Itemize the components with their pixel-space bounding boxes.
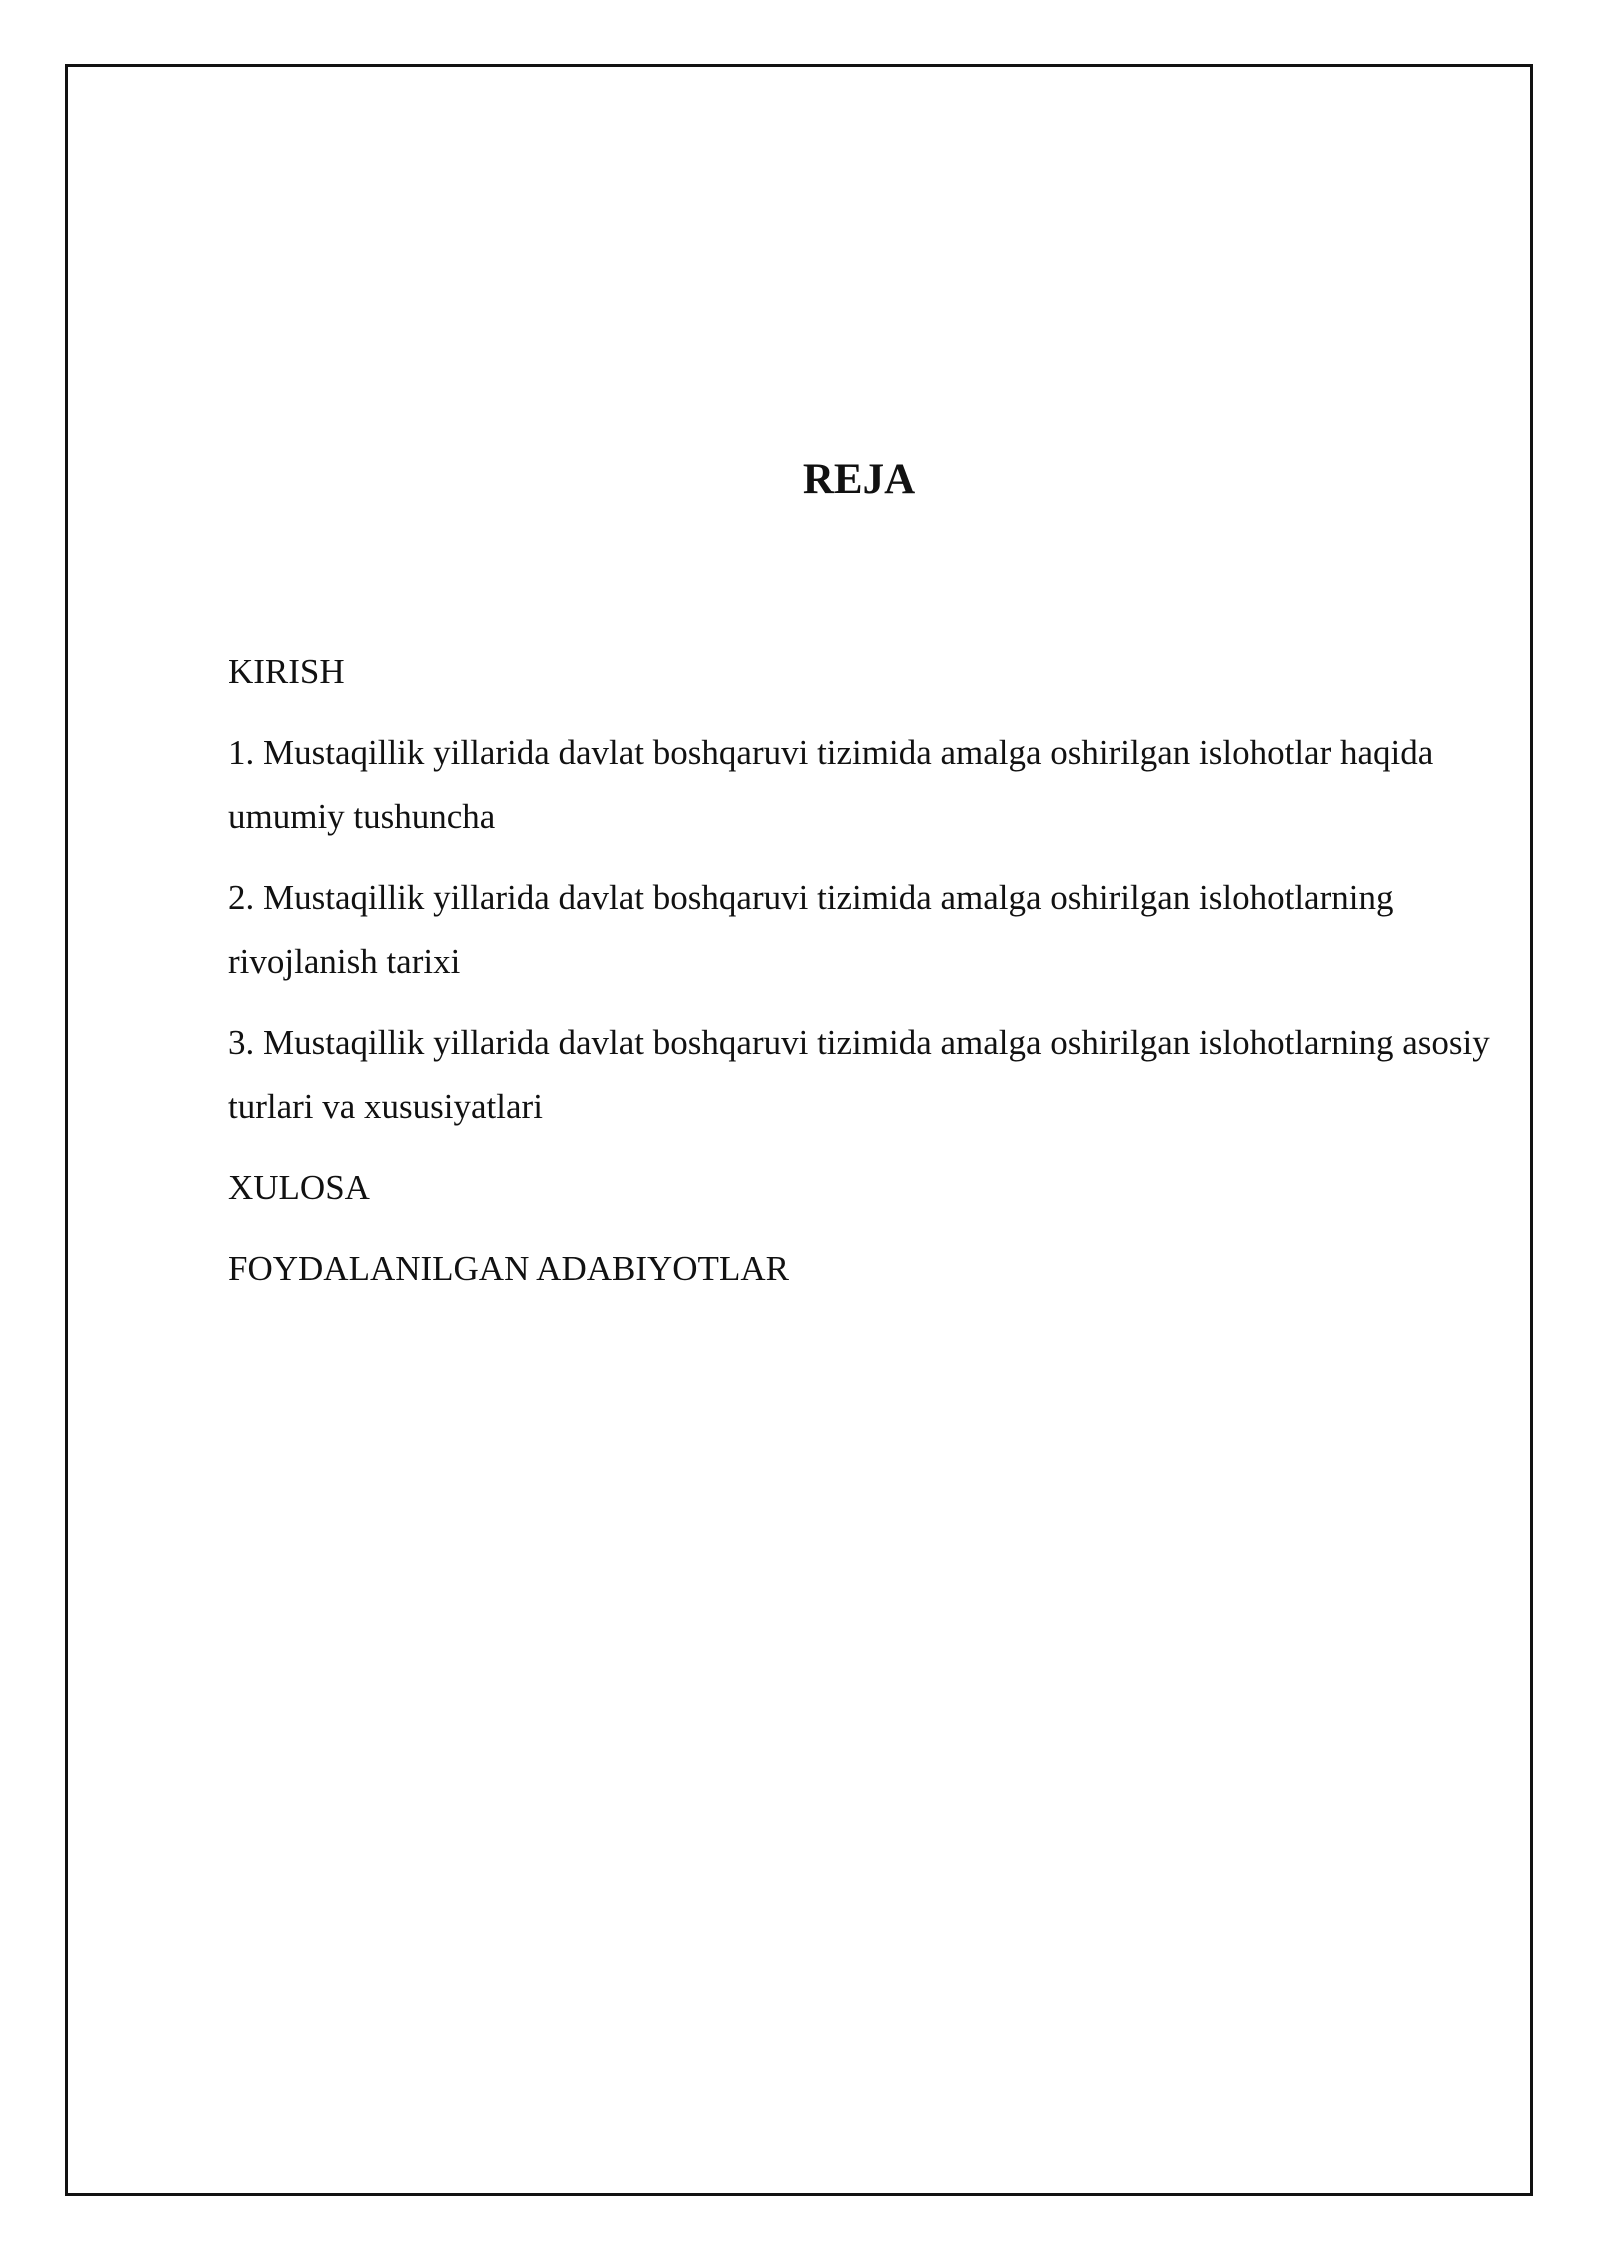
plan-item-references: FOYDALANILGAN ADABIYOTLAR [228,1249,789,1288]
plan-item-conclusion: XULOSA [228,1168,370,1207]
plan-list [228,640,1498,1318]
plan-item-introduction: KIRISH [228,652,345,691]
plan-item-2: 2. Mustaqillik yillarida davlat boshqaruvi tizimida amalga oshirilgan islohotlarning rivojlanish tarixi [228,878,1394,981]
plan-item-3: 3. Mustaqillik yillarida davlat boshqaruvi tizimida amalga oshirilgan islohotlarning asosiy turlari va xususiyatlari [228,1023,1490,1126]
plan-item-1: 1. Mustaqillik yillarida davlat boshqaruvi tizimida amalga oshirilgan islohotlar haqida umumiy tushuncha [228,733,1434,836]
page-title: REJA [802,456,916,503]
